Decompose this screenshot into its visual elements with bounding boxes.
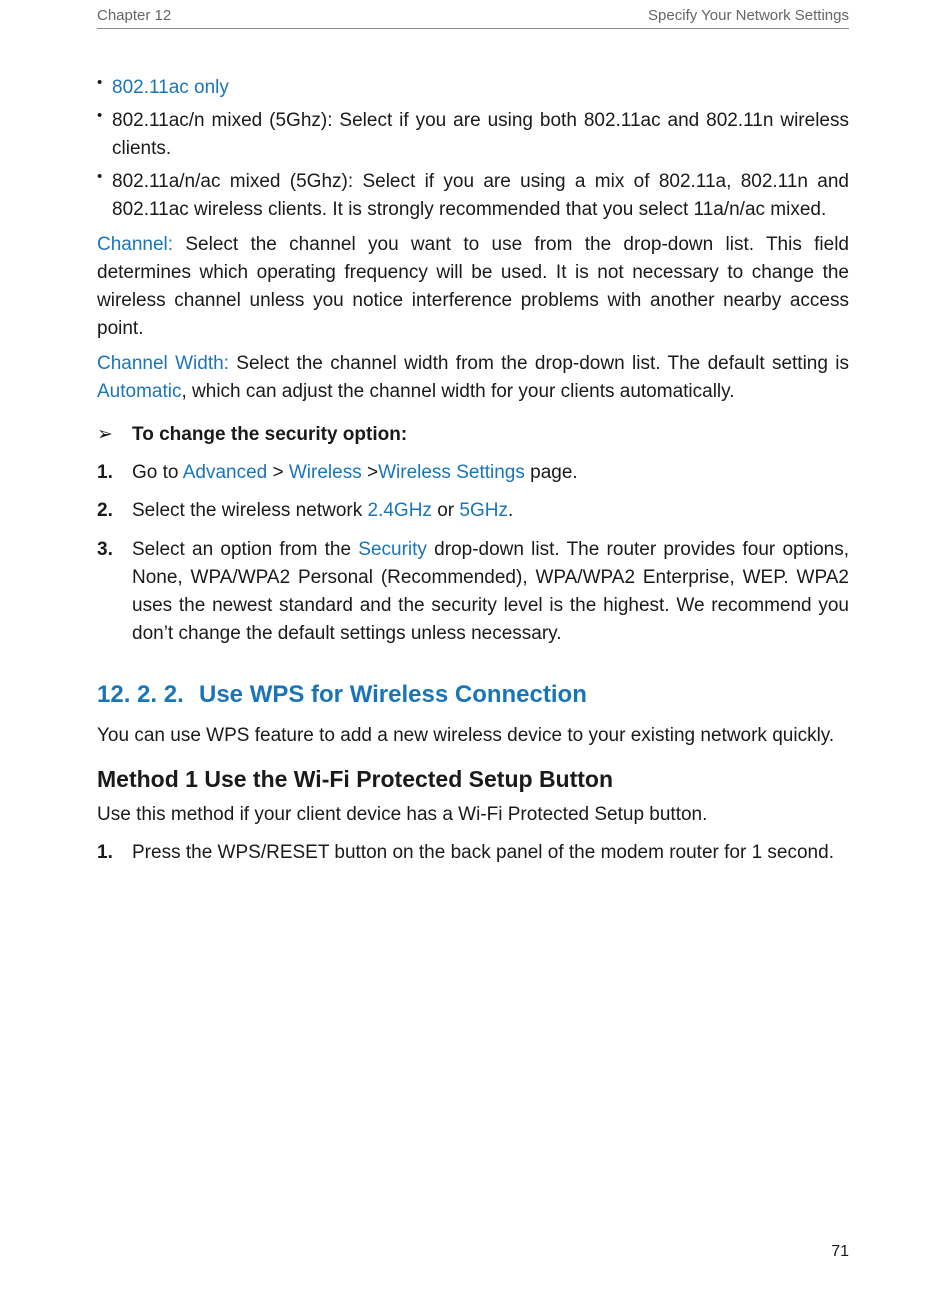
step-number: 1.	[97, 842, 113, 863]
step-text-end: drop-down list. The router provides four options, None, WPA/WPA2 Personal (Recommended), WPA/WPA2 Enterprise, WEP. WPA2 uses the newest standard and the security level is the highest. We recommend you don’t change the default settings unless necessary.	[132, 539, 849, 644]
step-text-end: page.	[524, 462, 578, 483]
method-title: Method 1 Use the Wi-Fi Protected Setup Button	[97, 766, 614, 792]
section-label: Specify Your Network Settings	[648, 7, 849, 24]
automatic-value: Automatic	[97, 381, 182, 402]
step-number: 2.	[97, 500, 113, 521]
step-text: Select an option from the	[132, 539, 359, 560]
wps-step-1	[97, 839, 849, 867]
bullet-item	[97, 168, 849, 224]
band-5ghz: 5GHz	[459, 500, 508, 521]
bullet-dot: •	[97, 107, 103, 124]
channel-width-text: Select the channel width from the drop-down list. The default setting is	[228, 353, 849, 374]
step-2	[97, 497, 849, 525]
step-number: 1.	[97, 462, 113, 483]
wireless-link: Wireless	[288, 462, 362, 483]
bullet-item	[97, 107, 849, 163]
wireless-settings-link: Wireless Settings	[378, 462, 525, 483]
channel-text: Select the channel you want to use from the drop-down list. This field determines which operating frequency will be used. It is not necessary to change the wireless channel unless you notice interference problems with another nearby access point.	[97, 234, 849, 339]
mode-80211ac-only: 802.11ac only	[112, 77, 229, 98]
bullet-dot: •	[97, 168, 103, 185]
bullet-text: 802.11a/n/ac mixed (5Ghz): Select if you are using a mix of 802.11a, 802.11n and 802.11ac wireless clients. It is strongly recommended that you select 11a/n/ac mixed.	[112, 171, 849, 220]
channel-width-text-end: , which can adjust the channel width for your clients automatically.	[181, 381, 735, 402]
band-24ghz: 2.4GHz	[367, 500, 432, 521]
step-text: Select the wireless network	[132, 500, 368, 521]
channel-paragraph	[97, 231, 849, 343]
security-heading-text: To change the security option:	[132, 424, 408, 445]
bullet-text: 802.11ac/n mixed (5Ghz): Select if you are using both 802.11ac and 802.11n wireless clients.	[112, 110, 849, 159]
separator: >	[361, 462, 379, 483]
step-number: 3.	[97, 539, 113, 560]
channel-term: Channel:	[97, 234, 174, 255]
section-number: 12. 2. 2.	[97, 681, 184, 708]
step-text: Go to	[132, 462, 183, 483]
method-text: Use this method if your client device has a Wi-Fi Protected Setup button.	[97, 804, 708, 825]
security-heading	[97, 421, 849, 449]
separator: >	[267, 462, 289, 483]
chapter-label: Chapter 12	[97, 7, 172, 24]
page-number: 71	[831, 1243, 849, 1260]
wps-intro: You can use WPS feature to add a new wireless device to your existing network quickly.	[97, 725, 835, 746]
channel-width-paragraph	[97, 350, 849, 406]
bullet-dot: •	[97, 74, 103, 91]
bullet-item	[97, 74, 849, 102]
channel-width-term: Channel Width:	[97, 353, 229, 374]
wps-section-title	[97, 680, 849, 710]
step-text-or: or	[431, 500, 460, 521]
step-text-end: .	[507, 500, 514, 521]
step-1	[97, 459, 849, 487]
security-term: Security	[358, 539, 427, 560]
section-title: Use WPS for Wireless Connection	[199, 681, 587, 708]
advanced-link: Advanced	[182, 462, 268, 483]
step-3	[97, 536, 849, 648]
arrow-bullet-icon: ➢	[97, 424, 113, 445]
page-header	[97, 6, 849, 29]
step-text: Press the WPS/RESET button on the back panel of the modem router for 1 second.	[132, 842, 834, 863]
